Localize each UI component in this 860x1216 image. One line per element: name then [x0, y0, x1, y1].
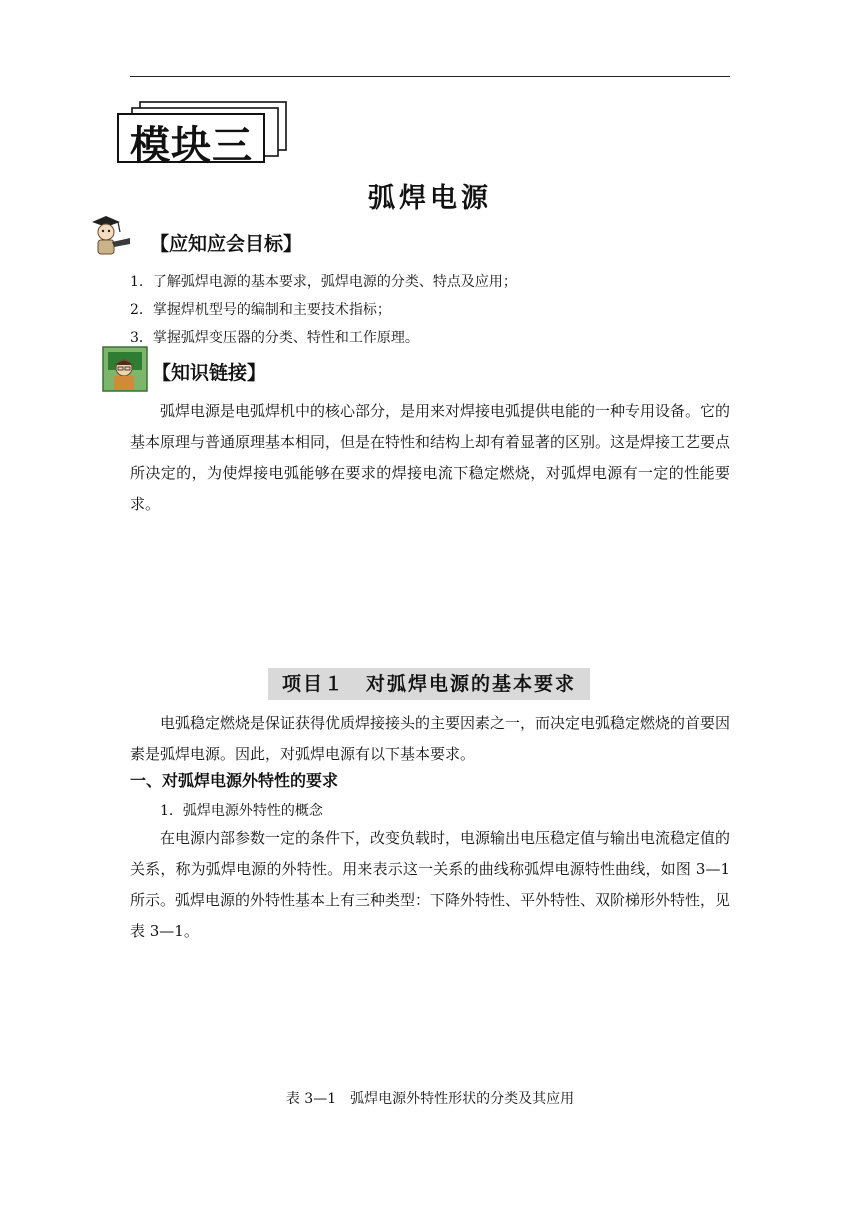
knowledge-heading: 【知识链接】 — [152, 362, 267, 384]
project-heading: 项目１ 对弧焊电源的基本要求 — [268, 668, 590, 700]
knowledge-paragraph: 弧焊电源是电弧焊机中的核心部分，是用来对焊接电弧提供电能的一种专用设备。它的基本原理与普通原理基本相同，但是在特性和结构上却有着显著的区别。这是焊接工艺要点所决定的，为使焊接电弧能够在要求的焊接电流下稳定燃烧，对弧焊电源有一定的性能要求。 — [130, 402, 731, 513]
graduate-mascot-icon — [90, 212, 132, 258]
list-item: 3．掌握弧焊变压器的分类、特性和工作原理。 — [130, 330, 419, 346]
body-paragraph: 在电源内部参数一定的条件下，改变负载时，电源输出电压稳定值与输出电流稳定值的关系，称为弧焊电源的外特性。用来表示这一关系的曲线称弧焊电源特性曲线，如图 3—1 所示。弧焊电源的外特性基本上有三种类型：下降外特性、平外特性、双阶梯形外特性，见表 3—1。 — [130, 829, 731, 940]
module-label: 模块三 — [130, 123, 253, 169]
objectives-heading: 【应知应会目标】 — [150, 233, 303, 255]
page-title-text: 弧焊电源 — [368, 183, 492, 214]
section-heading: 一、对弧焊电源外特性的要求 — [130, 771, 339, 790]
page-title — [0, 176, 860, 215]
list-item: 1．了解弧焊电源的基本要求，弧焊电源的分类、特点及应用； — [130, 274, 517, 290]
module-badge — [110, 98, 290, 169]
header-rule — [130, 76, 730, 77]
objectives-list — [130, 268, 517, 352]
list-item: 2．掌握焊机型号的编制和主要技术指标； — [130, 302, 391, 318]
item-label: 1．弧焊电源外特性的概念 — [160, 803, 323, 819]
teacher-icon — [102, 346, 148, 392]
table-caption: 表 3—1 弧焊电源外特性形状的分类及其应用 — [285, 1091, 575, 1107]
project-intro-paragraph: 电弧稳定燃烧是保证获得优质焊接接头的主要因素之一，而决定电弧稳定燃烧的首要因素是弧焊电源。因此，对弧焊电源有以下基本要求。 — [130, 714, 731, 763]
